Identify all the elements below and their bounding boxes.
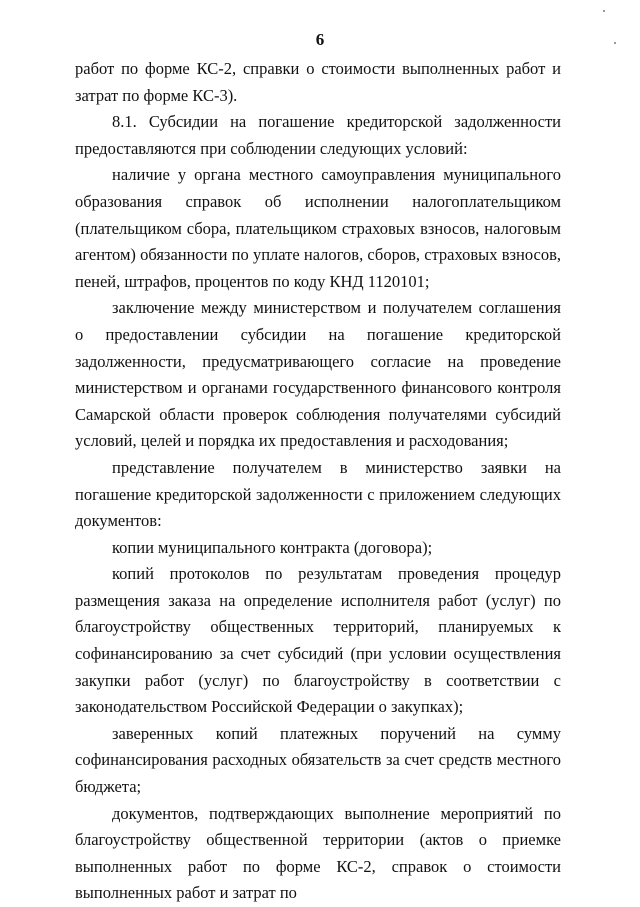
paragraph-completion-documents: документов, подтверждающих выполнение мероприятий по благоустройству общественной территории (актов о приемке выполненных работ по форме КС-2, справок о стоимости выполненных работ и затрат по — [75, 803, 561, 903]
paragraph-tax-certificates: наличие у органа местного самоуправления муниципального образования справок об исполнении налогоплательщиком (плательщиком сбора, плательщиком страховых взносов, налоговым агентом) обязанности по уплате налогов, сборов, страховых взносов, пеней, штрафов, процентов по коду КНД 1120101; — [75, 165, 561, 291]
paragraph-continuation: работ по форме КС-2, справки о стоимости выполненных работ и затрат по форме КС-3). — [75, 59, 561, 105]
scan-speck — [614, 42, 616, 44]
paragraph-payment-orders: заверенных копий платежных поручений на сумму софинансирования расходных обязательств за счет средств местного бюджета; — [75, 723, 561, 797]
page-number: 6 — [315, 30, 325, 49]
paragraph-agreement: заключение между министерством и получателем соглашения о предоставлении субсидии на погашение кредиторской задолженности, предусматривающего согласие на проведение министерством и органами государственного финансового контроля Самарской области проверок соблюдения получателями субсидий условий, целей и порядка их предоставления и расходования; — [75, 298, 561, 451]
scan-speck — [603, 10, 605, 12]
paragraph-application: представление получателем в министерство заявки на погашение кредиторской задолженности с приложением следующих документов: — [75, 457, 561, 531]
paragraph-8-1-subsidies: 8.1. Субсидии на погашение кредиторской задолженности предоставляются при соблюдении следующих условий: — [75, 112, 561, 158]
paragraph-protocol-copies: копий протоколов по результатам проведения процедур размещения заказа на определение исполнителя работ (услуг) по благоустройству общественных территорий, планируемых к софинансированию за счет субсидий (при условии осуществления закупки работ (услуг) по благоустройству в соответствии с законодательством Российской Федерации о закупках); — [75, 564, 561, 717]
paragraph-contract-copies: копии муниципального контракта (договора); — [112, 537, 433, 557]
document-body — [75, 56, 561, 907]
